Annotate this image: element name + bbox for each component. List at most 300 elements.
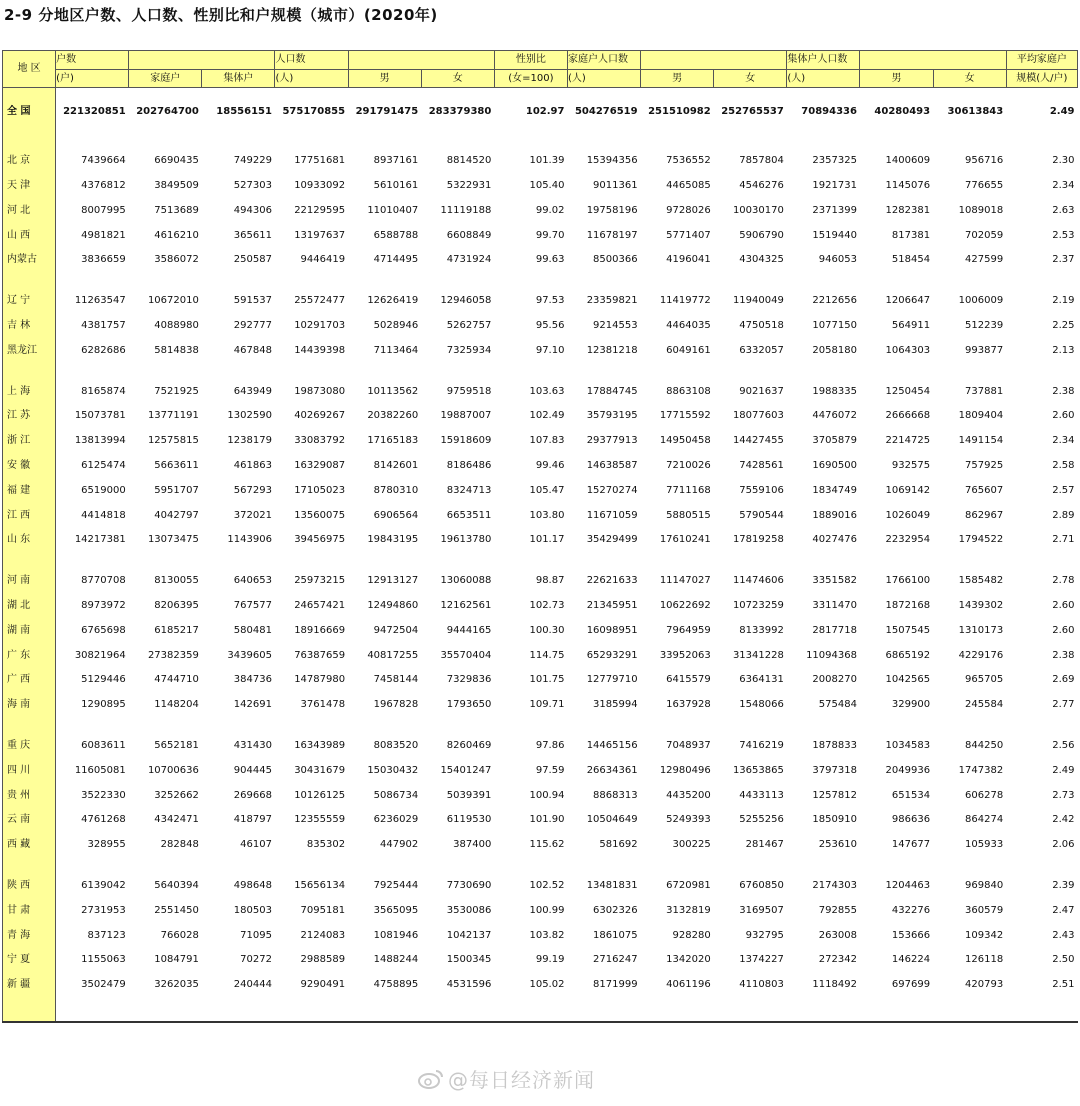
region-cell: 江 西 xyxy=(3,503,56,528)
collective-households-cell: 467848 xyxy=(233,344,272,356)
family-pop-male-cell: 7711168 xyxy=(666,484,711,496)
spacer-cell xyxy=(567,718,640,734)
spacer-cell xyxy=(860,553,933,569)
collective-pop-male-cell: 147677 xyxy=(891,839,931,851)
watermark xyxy=(418,1064,595,1095)
weibo-icon xyxy=(418,1068,444,1095)
watermark-text: @每日经济新闻 xyxy=(448,1068,595,1092)
spacer-cell xyxy=(348,998,421,1022)
spacer-cell xyxy=(202,88,275,101)
table-row xyxy=(3,618,1078,643)
family-pop-female-cell: 8133992 xyxy=(739,624,784,636)
family-pop-female-cell: 932795 xyxy=(745,929,784,941)
male-cell: 1081946 xyxy=(373,929,419,941)
female-cell: 1042137 xyxy=(446,929,492,941)
population-cell: 17105023 xyxy=(294,484,346,496)
collective-pop-female-cell: 420793 xyxy=(965,979,1004,991)
family-pop-female-cell: 18077603 xyxy=(732,410,784,422)
family-households-cell: 4042797 xyxy=(154,509,199,521)
population-cell: 76387659 xyxy=(294,649,346,661)
collective-pop-female-cell: 1006009 xyxy=(958,295,1004,307)
female-cell: 6119530 xyxy=(446,814,492,826)
collective-pop-male-cell: 1766100 xyxy=(885,575,931,587)
family-pop-female-cell: 11940049 xyxy=(732,295,784,307)
female-cell: 12162561 xyxy=(440,599,492,611)
collective-households-cell: 269668 xyxy=(233,789,272,801)
spacer-cell xyxy=(348,858,421,874)
spacer-row xyxy=(3,998,1078,1022)
sex-ratio-cell: 105.02 xyxy=(529,979,565,991)
male-cell: 1967828 xyxy=(373,699,419,711)
family-pop-cell: 26634361 xyxy=(586,764,638,776)
region-cell: 青 海 xyxy=(3,923,56,948)
avg-size-cell: 2.63 xyxy=(1052,204,1075,216)
region-cell: 贵 州 xyxy=(3,783,56,808)
avg-size-cell: 2.71 xyxy=(1052,534,1075,546)
collective-households-cell: 71095 xyxy=(240,929,272,941)
header-population-female: 女 xyxy=(421,70,494,88)
avg-size-cell: 2.56 xyxy=(1052,739,1075,751)
family-pop-female-cell: 13653865 xyxy=(732,764,784,776)
national-row xyxy=(3,100,1078,125)
male-cell: 1488244 xyxy=(373,954,419,966)
spacer-cell xyxy=(275,553,348,569)
family-pop-male-cell: 1342020 xyxy=(666,954,711,966)
spacer-row xyxy=(3,363,1078,379)
collective-households-cell: 749229 xyxy=(233,155,272,167)
page-title: 2-9 分地区户数、人口数、性别比和户规模（城市）(2020年) xyxy=(4,6,438,24)
table-row xyxy=(3,223,1078,248)
table-row xyxy=(3,948,1078,973)
collective-pop-male-cell: 1064303 xyxy=(885,344,931,356)
spacer-cell xyxy=(1006,553,1077,569)
region-cell: 西 藏 xyxy=(3,833,56,858)
header-population-unit: (人) xyxy=(275,70,348,88)
avg-size-cell: 2.38 xyxy=(1052,385,1075,397)
family-pop-male-cell: 7964959 xyxy=(666,624,711,636)
spacer-cell xyxy=(714,88,787,101)
region-spacer-cell xyxy=(3,553,56,569)
collective-pop-cell: 1921731 xyxy=(812,179,857,191)
family-households-cell: 5663611 xyxy=(154,459,199,471)
spacer-cell xyxy=(421,858,494,874)
spacer-cell xyxy=(129,88,202,101)
family-pop-cell: 35793195 xyxy=(586,410,638,422)
family-households-cell: 4088980 xyxy=(154,319,199,331)
header-population: 人口数 xyxy=(275,51,348,70)
collective-households-cell: 767577 xyxy=(233,599,272,611)
male-cell: 8142601 xyxy=(373,459,419,471)
male-cell: 17165183 xyxy=(367,435,419,447)
collective-pop-male-cell: 564911 xyxy=(891,319,931,331)
spacer-cell xyxy=(933,553,1006,569)
table-row xyxy=(3,338,1078,363)
collective-pop-male-cell: 1282381 xyxy=(885,204,931,216)
female-cell: 6653511 xyxy=(446,509,492,521)
female-cell: 15918609 xyxy=(440,435,492,447)
family-pop-cell: 9011361 xyxy=(593,179,638,191)
collective-households-cell: 18556151 xyxy=(216,106,272,118)
spacer-cell xyxy=(56,553,129,569)
female-cell: 9444165 xyxy=(446,624,492,636)
family-pop-female-cell: 4546276 xyxy=(739,179,784,191)
spacer-cell xyxy=(641,998,714,1022)
households-cell: 3836659 xyxy=(81,254,126,266)
spacer-cell xyxy=(860,273,933,289)
households-cell: 6519000 xyxy=(81,484,126,496)
collective-pop-male-cell: 153666 xyxy=(891,929,931,941)
region-cell: 宁 夏 xyxy=(3,948,56,973)
male-cell: 6236029 xyxy=(373,814,419,826)
collective-pop-male-cell: 986636 xyxy=(891,814,931,826)
avg-size-cell: 2.39 xyxy=(1052,879,1075,891)
region-cell: 山 东 xyxy=(3,528,56,553)
table-row xyxy=(3,758,1078,783)
households-cell: 30821964 xyxy=(74,649,126,661)
family-pop-male-cell: 6720981 xyxy=(666,879,711,891)
family-households-cell: 3586072 xyxy=(154,254,199,266)
collective-pop-male-cell: 932575 xyxy=(891,459,931,471)
family-households-cell: 766028 xyxy=(160,929,199,941)
avg-size-cell: 2.34 xyxy=(1052,435,1075,447)
region-spacer-cell xyxy=(3,273,56,289)
sex-ratio-cell: 97.59 xyxy=(535,764,565,776)
spacer-cell xyxy=(494,998,567,1022)
households-cell: 8973972 xyxy=(81,599,126,611)
table-row xyxy=(3,923,1078,948)
households-cell: 4381757 xyxy=(81,319,126,331)
collective-pop-cell: 575484 xyxy=(818,699,857,711)
collective-pop-female-cell: 30613843 xyxy=(947,106,1004,118)
table-header xyxy=(3,51,1078,88)
spacer-cell xyxy=(348,718,421,734)
population-cell: 14787980 xyxy=(294,674,346,686)
spacer-cell xyxy=(275,363,348,379)
collective-households-cell: 180503 xyxy=(233,904,272,916)
spacer-cell xyxy=(1006,998,1077,1022)
table-row xyxy=(3,404,1078,429)
population-cell: 18916669 xyxy=(294,624,346,636)
region-cell: 吉 林 xyxy=(3,314,56,339)
family-pop-female-cell: 4433113 xyxy=(739,789,784,801)
collective-pop-cell: 1690500 xyxy=(812,459,857,471)
region-spacer-cell xyxy=(3,718,56,734)
family-pop-female-cell: 10030170 xyxy=(732,204,784,216)
collective-pop-cell: 4476072 xyxy=(812,410,857,422)
family-pop-male-cell: 4435200 xyxy=(666,789,711,801)
female-cell: 12946058 xyxy=(440,295,492,307)
male-cell: 8780310 xyxy=(373,484,419,496)
collective-pop-female-cell: 737881 xyxy=(965,385,1004,397)
sex-ratio-cell: 102.97 xyxy=(525,106,565,118)
collective-households-cell: 142691 xyxy=(233,699,272,711)
spacer-cell xyxy=(56,858,129,874)
region-cell: 内蒙古 xyxy=(3,248,56,273)
spacer-cell xyxy=(56,998,129,1022)
region-cell: 河 南 xyxy=(3,569,56,594)
collective-pop-cell: 2357325 xyxy=(812,155,857,167)
region-cell: 湖 北 xyxy=(3,594,56,619)
households-cell: 4414818 xyxy=(81,509,126,521)
family-pop-cell: 19758196 xyxy=(586,204,638,216)
avg-size-cell: 2.43 xyxy=(1052,929,1075,941)
region-cell: 陕 西 xyxy=(3,874,56,899)
family-pop-cell: 12381218 xyxy=(586,344,638,356)
collective-pop-male-cell: 1034583 xyxy=(885,739,931,751)
collective-pop-cell: 3311470 xyxy=(812,599,857,611)
collective-pop-male-cell: 329900 xyxy=(891,699,931,711)
family-pop-male-cell: 4464035 xyxy=(666,319,711,331)
collective-pop-male-cell: 1069142 xyxy=(885,484,931,496)
table-row xyxy=(3,594,1078,619)
avg-size-cell: 2.60 xyxy=(1052,599,1075,611)
table-row xyxy=(3,174,1078,199)
collective-pop-cell: 2058180 xyxy=(812,344,857,356)
table-row xyxy=(3,668,1078,693)
population-cell: 9446419 xyxy=(300,254,346,266)
collective-households-cell: 250587 xyxy=(233,254,272,266)
spacer-cell xyxy=(787,273,860,289)
collective-pop-female-cell: 606278 xyxy=(965,789,1004,801)
spacer-cell xyxy=(56,363,129,379)
male-cell: 19843195 xyxy=(367,534,419,546)
collective-households-cell: 527303 xyxy=(233,179,272,191)
header-collective-pop-male: 男 xyxy=(860,70,933,88)
family-pop-male-cell: 7210026 xyxy=(666,459,711,471)
region-spacer-cell xyxy=(3,858,56,874)
table-row xyxy=(3,643,1078,668)
family-pop-male-cell: 5880515 xyxy=(666,509,711,521)
sex-ratio-cell: 99.02 xyxy=(535,204,565,216)
region-cell: 浙 江 xyxy=(3,429,56,454)
family-pop-cell: 504276519 xyxy=(574,106,638,118)
region-spacer-cell xyxy=(3,125,56,149)
family-pop-male-cell: 3132819 xyxy=(666,904,711,916)
family-pop-male-cell: 14950458 xyxy=(659,435,711,447)
households-cell: 5129446 xyxy=(81,674,126,686)
male-cell: 3565095 xyxy=(373,904,419,916)
family-pop-male-cell: 7536552 xyxy=(666,155,711,167)
collective-pop-cell: 792855 xyxy=(818,904,857,916)
family-pop-female-cell: 10723259 xyxy=(732,599,784,611)
female-cell: 11119188 xyxy=(440,204,492,216)
table-row xyxy=(3,149,1078,174)
households-cell: 6125474 xyxy=(81,459,126,471)
population-cell: 25973215 xyxy=(294,575,346,587)
female-cell: 35570404 xyxy=(440,649,492,661)
table-row xyxy=(3,429,1078,454)
family-households-cell: 3262035 xyxy=(154,979,199,991)
family-pop-female-cell: 9021637 xyxy=(739,385,784,397)
spacer-cell xyxy=(421,273,494,289)
collective-pop-cell: 3351582 xyxy=(812,575,857,587)
households-cell: 1290895 xyxy=(81,699,126,711)
collective-pop-cell: 253610 xyxy=(818,839,857,851)
family-households-cell: 4616210 xyxy=(154,229,199,241)
family-households-cell: 10672010 xyxy=(147,295,199,307)
family-pop-female-cell: 4304325 xyxy=(739,254,784,266)
female-cell: 7329836 xyxy=(446,674,492,686)
spacer-cell xyxy=(860,718,933,734)
family-households-cell: 202764700 xyxy=(136,106,199,118)
header-family-pop-female: 女 xyxy=(714,70,787,88)
population-cell: 3761478 xyxy=(300,699,346,711)
spacer-cell xyxy=(714,125,787,149)
avg-size-cell: 2.73 xyxy=(1052,789,1075,801)
collective-pop-male-cell: 817381 xyxy=(891,229,931,241)
spacer-cell xyxy=(787,363,860,379)
avg-size-cell: 2.51 xyxy=(1052,979,1075,991)
spacer-cell xyxy=(1006,363,1077,379)
family-pop-cell: 21345951 xyxy=(586,599,638,611)
collective-pop-male-cell: 432276 xyxy=(891,904,931,916)
avg-size-cell: 2.38 xyxy=(1052,649,1075,661)
collective-pop-male-cell: 2666668 xyxy=(885,410,931,422)
male-cell: 5028946 xyxy=(373,319,419,331)
households-cell: 1155063 xyxy=(81,954,126,966)
spacer-cell xyxy=(567,363,640,379)
collective-pop-female-cell: 965705 xyxy=(965,674,1004,686)
spacer-cell xyxy=(202,858,275,874)
female-cell: 8186486 xyxy=(446,459,492,471)
table-row xyxy=(3,569,1078,594)
spacer-cell xyxy=(421,998,494,1022)
collective-pop-female-cell: 702059 xyxy=(965,229,1004,241)
collective-pop-male-cell: 1026049 xyxy=(885,509,931,521)
male-cell: 20382260 xyxy=(367,410,419,422)
family-pop-cell: 9214553 xyxy=(593,319,638,331)
spacer-cell xyxy=(641,718,714,734)
households-cell: 11263547 xyxy=(74,295,126,307)
family-pop-cell: 581692 xyxy=(599,839,638,851)
male-cell: 8937161 xyxy=(373,155,419,167)
spacer-cell xyxy=(567,858,640,874)
spacer-row xyxy=(3,858,1078,874)
female-cell: 8324713 xyxy=(446,484,492,496)
female-cell: 5322931 xyxy=(446,179,492,191)
male-cell: 8083520 xyxy=(373,739,419,751)
population-cell: 33083792 xyxy=(294,435,346,447)
header-population-male: 男 xyxy=(348,70,421,88)
male-cell: 40817255 xyxy=(367,649,419,661)
collective-pop-male-cell: 1042565 xyxy=(885,674,931,686)
family-pop-male-cell: 928280 xyxy=(672,929,711,941)
collective-households-cell: 292777 xyxy=(233,319,272,331)
households-cell: 6083611 xyxy=(81,739,126,751)
population-cell: 7095181 xyxy=(300,904,346,916)
family-pop-female-cell: 14427455 xyxy=(732,435,784,447)
region-cell: 海 南 xyxy=(3,693,56,718)
spacer-row xyxy=(3,88,1078,101)
collective-households-cell: 46107 xyxy=(240,839,272,851)
family-pop-female-cell: 5790544 xyxy=(739,509,784,521)
collective-pop-cell: 2008270 xyxy=(812,674,857,686)
female-cell: 5039391 xyxy=(446,789,492,801)
family-pop-female-cell: 281467 xyxy=(745,839,784,851)
sex-ratio-cell: 97.53 xyxy=(535,295,565,307)
region-cell: 江 苏 xyxy=(3,404,56,429)
family-households-cell: 6690435 xyxy=(154,155,199,167)
region-cell: 福 建 xyxy=(3,478,56,503)
spacer-cell xyxy=(1006,88,1077,101)
avg-size-cell: 2.49 xyxy=(1052,764,1075,776)
family-pop-female-cell: 17819258 xyxy=(732,534,784,546)
households-cell: 6282686 xyxy=(81,344,126,356)
table-row xyxy=(3,693,1078,718)
sex-ratio-cell: 102.73 xyxy=(529,599,565,611)
collective-pop-cell: 1519440 xyxy=(812,229,857,241)
spacer-cell xyxy=(202,273,275,289)
population-cell: 10126125 xyxy=(294,789,346,801)
family-pop-female-cell: 4750518 xyxy=(739,319,784,331)
spacer-cell xyxy=(787,858,860,874)
population-cell: 13560075 xyxy=(294,509,346,521)
family-pop-cell: 23359821 xyxy=(586,295,638,307)
family-pop-male-cell: 6049161 xyxy=(666,344,711,356)
female-cell: 5262757 xyxy=(446,319,492,331)
male-cell: 9472504 xyxy=(373,624,419,636)
spacer-cell xyxy=(275,718,348,734)
collective-households-cell: 1302590 xyxy=(227,410,272,422)
sex-ratio-cell: 114.75 xyxy=(529,649,565,661)
family-pop-male-cell: 4465085 xyxy=(666,179,711,191)
female-cell: 6608849 xyxy=(446,229,492,241)
region-cell: 广 西 xyxy=(3,668,56,693)
collective-pop-female-cell: 109342 xyxy=(965,929,1004,941)
avg-size-cell: 2.25 xyxy=(1052,319,1075,331)
spacer-cell xyxy=(129,273,202,289)
family-households-cell: 1148204 xyxy=(154,699,199,711)
family-pop-male-cell: 17610241 xyxy=(659,534,711,546)
collective-pop-female-cell: 1585482 xyxy=(958,575,1004,587)
spacer-cell xyxy=(494,858,567,874)
households-cell: 3502479 xyxy=(81,979,126,991)
spacer-cell xyxy=(275,273,348,289)
collective-pop-male-cell: 2214725 xyxy=(885,435,931,447)
region-cell: 黑龙江 xyxy=(3,338,56,363)
region-spacer-cell xyxy=(3,998,56,1022)
family-pop-female-cell: 4110803 xyxy=(739,979,784,991)
avg-size-cell: 2.06 xyxy=(1052,839,1075,851)
avg-size-cell: 2.53 xyxy=(1052,229,1075,241)
table-row xyxy=(3,379,1078,404)
sex-ratio-cell: 97.10 xyxy=(535,344,565,356)
region-cell: 重 庆 xyxy=(3,734,56,759)
collective-pop-male-cell: 146224 xyxy=(891,954,931,966)
collective-pop-cell: 1988335 xyxy=(812,385,857,397)
households-cell: 7439664 xyxy=(81,155,126,167)
spacer-cell xyxy=(275,998,348,1022)
collective-households-cell: 461863 xyxy=(233,459,272,471)
male-cell: 4714495 xyxy=(373,254,419,266)
avg-size-cell: 2.50 xyxy=(1052,954,1075,966)
header-region: 地 区 xyxy=(3,51,56,88)
population-cell: 12355559 xyxy=(294,814,346,826)
sex-ratio-cell: 99.63 xyxy=(535,254,565,266)
region-cell: 湖 南 xyxy=(3,618,56,643)
region-cell: 广 东 xyxy=(3,643,56,668)
collective-pop-cell: 263008 xyxy=(818,929,857,941)
collective-pop-female-cell: 4229176 xyxy=(958,649,1004,661)
family-pop-male-cell: 11419772 xyxy=(659,295,711,307)
population-cell: 39456975 xyxy=(294,534,346,546)
households-cell: 8007995 xyxy=(81,204,126,216)
table-row xyxy=(3,973,1078,998)
spacer-cell xyxy=(348,363,421,379)
sex-ratio-cell: 99.46 xyxy=(535,459,565,471)
spacer-cell xyxy=(860,363,933,379)
collective-pop-cell: 70894336 xyxy=(801,106,857,118)
